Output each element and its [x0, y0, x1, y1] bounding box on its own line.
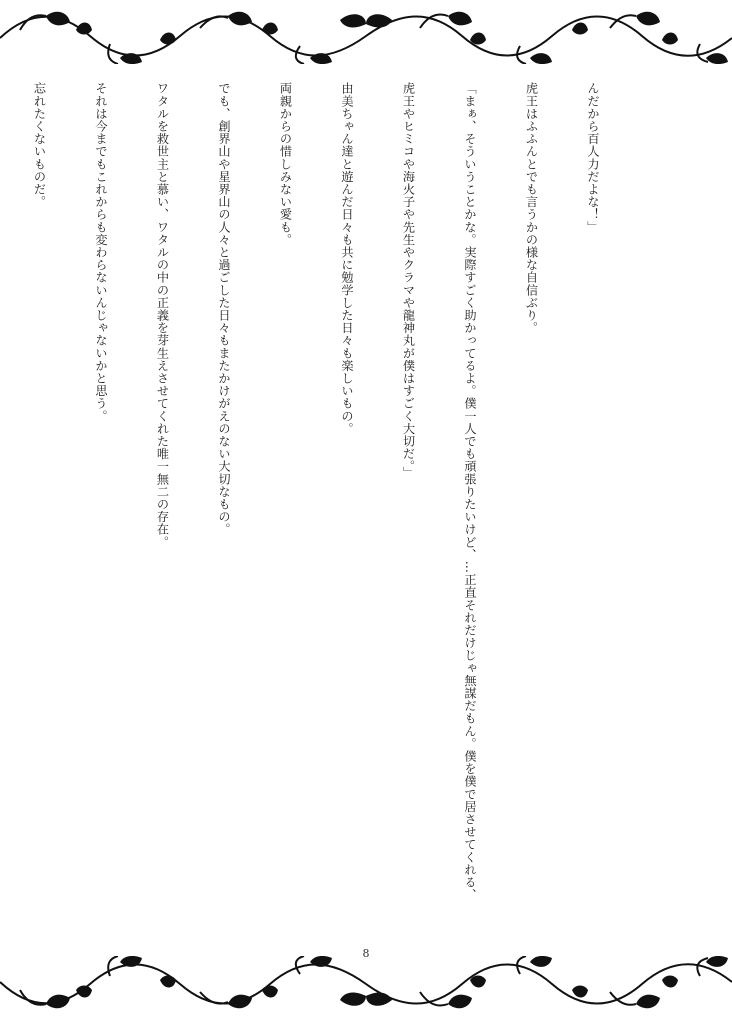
text-line: 「まぁ、そういうことかな。実際すごく助かってるよ。僕一人でも頑張りたいけど、…正直それだけじゃ無謀だもん。僕を僕で居させてくれる、 — [463, 82, 477, 901]
text-line: それは今までもこれからも変わらないんじゃないかと思う。 — [94, 82, 108, 423]
text-line: 忘れたくないものだ。 — [32, 82, 47, 208]
decorative-vine-border-bottom — [0, 956, 732, 1020]
text-line: ワタルを救世主と慕い、ワタルの中の正義を芽生えさせてくれた唯一無二の存在。 — [155, 82, 170, 549]
decorative-vine-border-top — [0, 0, 732, 64]
text-line: 由美ちゃん達と遊んだ日々も共に勉学した日々も楽しいもの。 — [340, 82, 354, 435]
text-line: 虎王はふふんとでも言うかの様な自信ぶり。 — [524, 82, 539, 334]
page-number: 8 — [362, 947, 370, 960]
text-line: でも、創界山や星界山の人々と過ごした日々もまたかけがえのない大切なもの。 — [217, 82, 231, 536]
text-line: 両親からの惜しみない愛も。 — [278, 82, 293, 246]
text-line: んだから百人力だよな！」 — [586, 82, 600, 234]
text-line: 虎王やヒミコや海火子や先生やクラマや龍神丸が僕はすごく大切だ。」 — [401, 82, 416, 480]
vertical-text-body — [32, 82, 644, 940]
